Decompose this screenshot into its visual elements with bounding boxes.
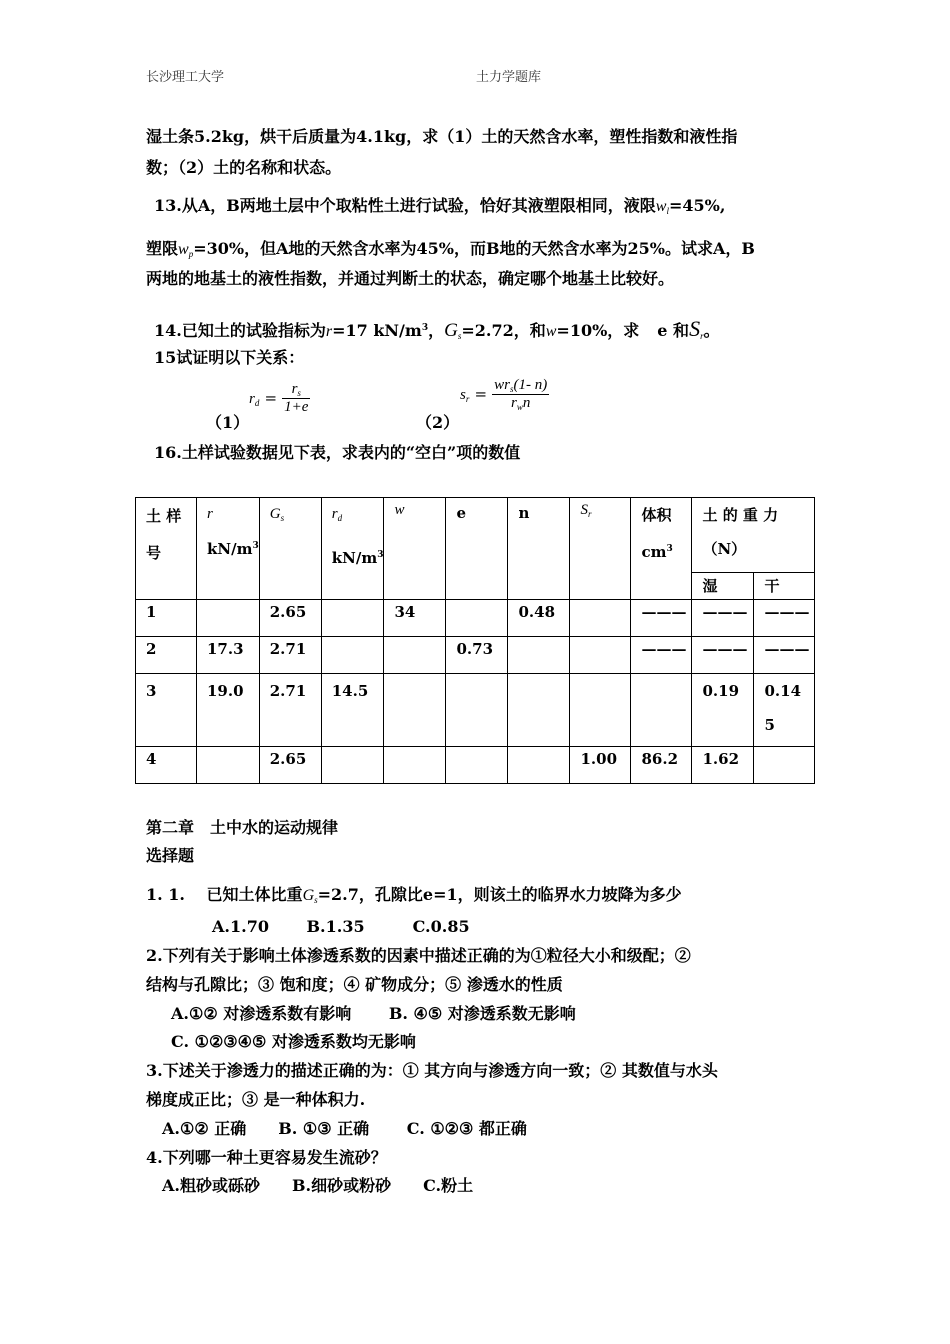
header-weight-label: 土 的 重 力 <box>702 506 779 524</box>
water-content-symbol: w <box>545 323 557 340</box>
table-cell: ——— <box>754 637 815 674</box>
table-cell <box>197 747 260 784</box>
header-porosity <box>508 498 570 600</box>
table-cell <box>570 674 631 747</box>
formula-1-fraction <box>282 381 310 416</box>
table-cell: 1 <box>136 600 197 637</box>
soil-sample-table <box>135 497 815 784</box>
p12-line2: 数；（2）土的名称和状态。 <box>146 158 342 177</box>
table-cell: 17.3 <box>197 637 260 674</box>
p13-line2-value: =30%，但A地的天然含水率为45%，而B地的天然含水率为25%。试求A，B <box>193 239 755 258</box>
table-cell: ——— <box>631 600 692 637</box>
p15-label-2: （2） <box>416 413 460 432</box>
table-cell <box>631 674 692 747</box>
p14-text-a: 14.已知土的试验指标为 <box>154 321 326 340</box>
p15-title: 15试证明以下关系： <box>154 348 305 367</box>
table-cell: ——— <box>631 637 692 674</box>
header-r-unit: kN/m <box>207 540 253 558</box>
formula-2-den-a: r <box>511 395 517 411</box>
table-cell: ——— <box>692 637 754 674</box>
header-w-symbol: w <box>394 502 405 518</box>
q4-stem: 4.下列哪一种土更容易发生流砂？ <box>146 1148 387 1167</box>
table-cell: ——— <box>692 600 754 637</box>
table-cell <box>321 747 384 784</box>
saturation-symbol: S <box>689 316 701 341</box>
header-rd-sub: d <box>337 513 343 523</box>
header-water-content <box>384 498 446 600</box>
table-cell: ——— <box>754 600 815 637</box>
table-cell <box>508 637 570 674</box>
p13-line3: 两地的地基土的液性指数，并通过判断土的状态，确定哪个地基土比较好。 <box>146 269 675 288</box>
p14-text-c: ， <box>428 321 445 340</box>
table-cell: 19.0 <box>197 674 260 747</box>
table-cell: 2.65 <box>259 600 321 637</box>
formula-2-num-sub: s <box>509 384 514 394</box>
table-cell <box>197 600 260 637</box>
specific-gravity-symbol: G <box>444 320 458 341</box>
header-sample-label: 土 样 <box>146 507 182 525</box>
header-specific-gravity <box>259 498 321 600</box>
table-row <box>136 747 815 784</box>
liquid-limit-sub: l <box>666 206 669 216</box>
table-cell <box>754 747 815 784</box>
header-dry: 干 <box>754 573 815 600</box>
q1-stem <box>146 882 682 905</box>
formula-1-lhs-sub: d <box>254 398 260 408</box>
formula-1-num-sub: s <box>297 388 301 398</box>
header-sr-symbol: S <box>580 502 588 518</box>
header-volume-unit: cm <box>641 543 667 561</box>
saturation-sub: r <box>700 331 704 341</box>
header-wet: 湿 <box>692 573 754 600</box>
table-cell: 0.48 <box>508 600 570 637</box>
header-r-sup: 3 <box>252 541 259 551</box>
formula-2-den <box>492 395 549 412</box>
header-volume-sup: 3 <box>666 544 673 554</box>
plastic-limit-symbol: w <box>178 241 189 258</box>
table-cell: 2.71 <box>259 674 321 747</box>
header-sample-no <box>136 498 197 600</box>
table-cell: 4 <box>136 747 197 784</box>
header-sample-label-2: 号 <box>146 544 162 562</box>
header-n-label: n <box>518 504 530 522</box>
header-void-ratio <box>446 498 508 600</box>
table-cell <box>384 637 446 674</box>
table-cell: 3 <box>136 674 197 747</box>
q2-options-ab: A.①② 对渗透系数有影响 B. ④⑤ 对渗透系数无影响 <box>171 1004 576 1023</box>
q1-options: A.1.70 B.1.35 C.0.85 <box>212 917 470 936</box>
p14-sup: 3 <box>421 323 429 333</box>
formula-1-num-main: r <box>291 381 298 397</box>
formula-2-den-b: n <box>522 395 531 411</box>
q1-gs-sub: s <box>314 895 318 905</box>
header-left: 长沙理工大学 <box>146 70 225 85</box>
table-cell <box>446 600 508 637</box>
table-cell: 0.145 <box>754 674 815 747</box>
table-cell <box>446 747 508 784</box>
q1-gs-symbol: G <box>302 887 315 904</box>
p12-line1: 湿土条5.2kg，烘干后质量为4.1kg，求（1）土的天然含水率，塑性指数和液性指 <box>146 127 738 146</box>
header-volume-label: 体积 <box>641 506 672 524</box>
table-cell <box>384 747 446 784</box>
header-rd-sup: 3 <box>377 550 384 560</box>
p15-label-1: （1） <box>206 413 250 432</box>
p14-text-b: =17 kN/m <box>332 321 422 340</box>
formula-1-lhs: r <box>249 391 255 407</box>
formula-1-equals: = <box>264 389 278 407</box>
p14-text-d: =2.72，和 <box>461 321 546 340</box>
chapter-title: 第二章 土中水的运动规律 <box>146 818 339 837</box>
p13-line1-text: 13.从A，B两地土层中个取粘性土进行试验，恰好其液塑限相同，液限 <box>154 196 656 215</box>
q3-line1: 3.下述关于渗透力的描述正确的为：① 其方向与渗透方向一致；② 其数值与水头 <box>146 1061 718 1080</box>
header-weight <box>692 498 815 573</box>
p13-line2-text: 塑限 <box>146 239 179 258</box>
formula-2-num <box>492 377 549 395</box>
table-cell <box>570 637 631 674</box>
table-cell: 2.65 <box>259 747 321 784</box>
liquid-limit-symbol: w <box>655 198 667 215</box>
p13-line1 <box>154 193 725 216</box>
q3-line2: 梯度成正比；③ 是一种体积力. <box>146 1090 366 1109</box>
section-title: 选择题 <box>146 846 195 865</box>
formula-2-num-b: (1- n) <box>513 377 548 393</box>
table-cell: 1.62 <box>692 747 754 784</box>
formula-2-lhs-sub: r <box>465 394 470 404</box>
table-row <box>136 674 815 747</box>
table-cell <box>321 600 384 637</box>
header-rd-symbol: r <box>331 506 338 522</box>
p14-text-f: e 和 <box>657 321 690 340</box>
q4-options: A.粗砂或砾砂 B.细砂或粉砂 C.粉土 <box>162 1176 474 1195</box>
table-cell <box>321 637 384 674</box>
formula-2-lhs: s <box>460 387 466 403</box>
table-cell <box>508 674 570 747</box>
table-cell: 2.71 <box>259 637 321 674</box>
q1-text-a: 1. 1. 已知土体比重 <box>146 885 303 904</box>
table-cell <box>570 600 631 637</box>
q2-line1: 2.下列有关于影响土体渗透系数的因素中描述正确的为①粒径大小和级配；② <box>146 946 691 965</box>
p13-line2 <box>146 236 755 259</box>
plastic-limit-sub: p <box>188 249 194 259</box>
q2-line2: 结构与孔隙比；③ 饱和度；④ 矿物成分；⑤ 渗透水的性质 <box>146 975 563 994</box>
table-cell: 14.5 <box>321 674 384 747</box>
q2-option-c: C. ①②③④⑤ 对渗透系数均无影响 <box>171 1032 416 1051</box>
formula-1 <box>249 381 310 416</box>
q1-text-b: =2.7，孔隙比e=1，则该土的临界水力坡降为多少 <box>317 885 682 904</box>
header-rd-unit: kN/m <box>331 549 378 567</box>
formula-2-num-a: wr <box>494 377 510 393</box>
table-cell: 0.73 <box>446 637 508 674</box>
header-gs-symbol: G <box>269 506 281 522</box>
header-center: 土力学题库 <box>476 70 542 85</box>
table-cell: 1.00 <box>570 747 631 784</box>
formula-2-den-sub: w <box>516 402 523 412</box>
table-header-row <box>136 498 815 573</box>
header-e-label: e <box>456 504 467 522</box>
header-sr-sub: r <box>587 509 592 519</box>
header-dry-unit-weight <box>321 498 384 600</box>
header-r-symbol: r <box>207 506 213 522</box>
table-row <box>136 600 815 637</box>
specific-gravity-sub: s <box>457 331 462 341</box>
formula-2 <box>460 377 549 412</box>
p13-line1-value: =45%, <box>668 196 726 215</box>
formula-1-den: 1+e <box>284 399 309 415</box>
formula-2-equals: = <box>474 385 488 403</box>
header-volume <box>631 498 692 600</box>
unit-weight-symbol: r <box>325 323 333 340</box>
table-cell: 34 <box>384 600 446 637</box>
table-cell <box>384 674 446 747</box>
p14-text-e: =10%，求 <box>556 321 640 340</box>
formula-1-num <box>282 381 310 399</box>
p14-line <box>154 316 720 342</box>
p16-title: 16.土样试验数据见下表，求表内的“空白”项的数值 <box>154 443 521 462</box>
header-saturation <box>570 498 631 600</box>
header-weight-unit: （N） <box>702 540 747 558</box>
table-cell <box>508 747 570 784</box>
header-gs-sub: s <box>280 513 285 523</box>
header-unit-weight <box>197 498 260 600</box>
table-cell <box>446 674 508 747</box>
p14-text-g: 。 <box>703 321 720 340</box>
table-cell: 86.2 <box>631 747 692 784</box>
formula-2-fraction <box>492 377 549 412</box>
table-row <box>136 637 815 674</box>
table-cell: 2 <box>136 637 197 674</box>
q3-options: A.①② 正确 B. ①③ 正确 C. ①②③ 都正确 <box>162 1119 527 1138</box>
table-cell: 0.19 <box>692 674 754 747</box>
